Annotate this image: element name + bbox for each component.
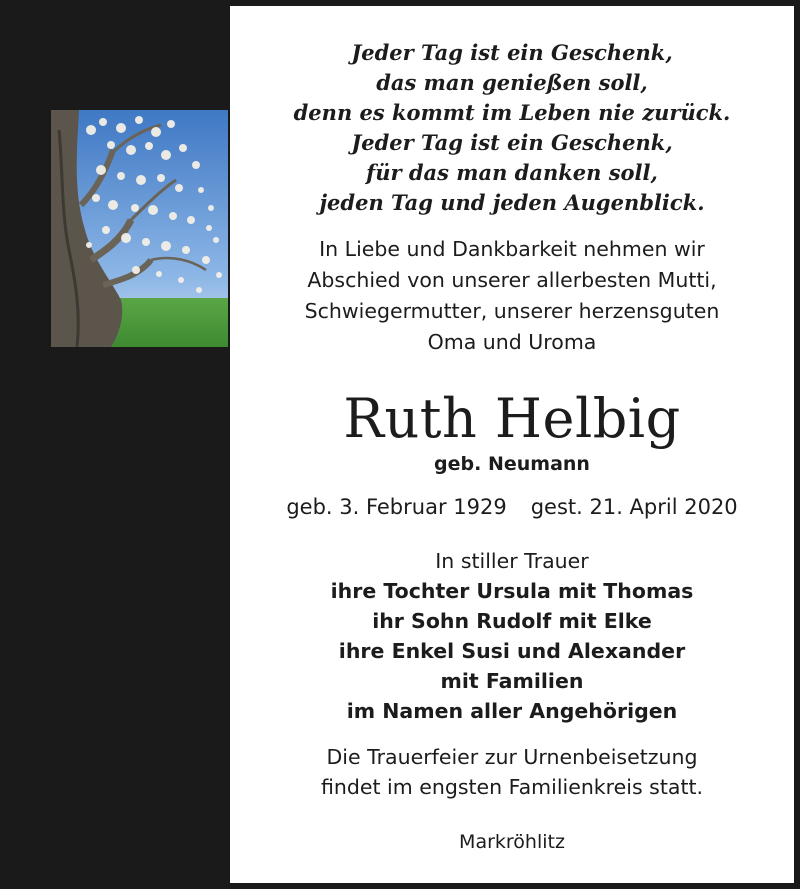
poem-line: jeden Tag und jeden Augenblick.	[319, 190, 705, 215]
farewell-line: Oma und Uroma	[427, 330, 597, 354]
ceremony-notice	[230, 742, 794, 802]
poem-line: für das man danken soll,	[366, 160, 658, 185]
poem-line: das man genießen soll,	[376, 70, 648, 95]
mourner-line: ihr Sohn Rudolf mit Elke	[372, 609, 652, 633]
mourning-intro: In stiller Trauer	[435, 549, 589, 573]
life-dates	[230, 492, 794, 522]
place-name: Markröhlitz	[459, 831, 565, 853]
deceased-name: Ruth Helbig	[343, 387, 681, 450]
death-date: gest. 21. April 2020	[530, 495, 738, 519]
mourners-list	[230, 576, 794, 726]
blossoming-tree-photo	[51, 110, 228, 347]
maiden-name: geb. Neumann	[434, 453, 590, 475]
ceremony-line: Die Trauerfeier zur Urnenbeisetzung	[326, 745, 698, 769]
farewell-line: In Liebe und Dankbarkeit nehmen wir	[319, 237, 705, 261]
blossoming-tree-icon	[51, 110, 228, 347]
birth-date: geb. 3. Februar 1929	[286, 495, 507, 519]
mourner-line: ihre Tochter Ursula mit Thomas	[330, 579, 694, 603]
farewell-line: Schwiegermutter, unserer herzensguten	[304, 299, 720, 323]
poem-line: denn es kommt im Leben nie zurück.	[293, 100, 731, 125]
mourner-line: mit Familien	[440, 669, 584, 693]
mourner-line: ihre Enkel Susi und Alexander	[338, 639, 686, 663]
poem	[230, 38, 794, 218]
farewell-line: Abschied von unserer allerbesten Mutti,	[307, 268, 717, 292]
poem-line: Jeder Tag ist ein Geschenk,	[351, 40, 673, 65]
ceremony-line: findet im engsten Familienkreis statt.	[320, 775, 704, 799]
mourner-line: im Namen aller Angehörigen	[346, 699, 678, 723]
poem-line: Jeder Tag ist ein Geschenk,	[351, 130, 673, 155]
obituary-card	[230, 6, 794, 883]
farewell-text	[230, 234, 794, 358]
